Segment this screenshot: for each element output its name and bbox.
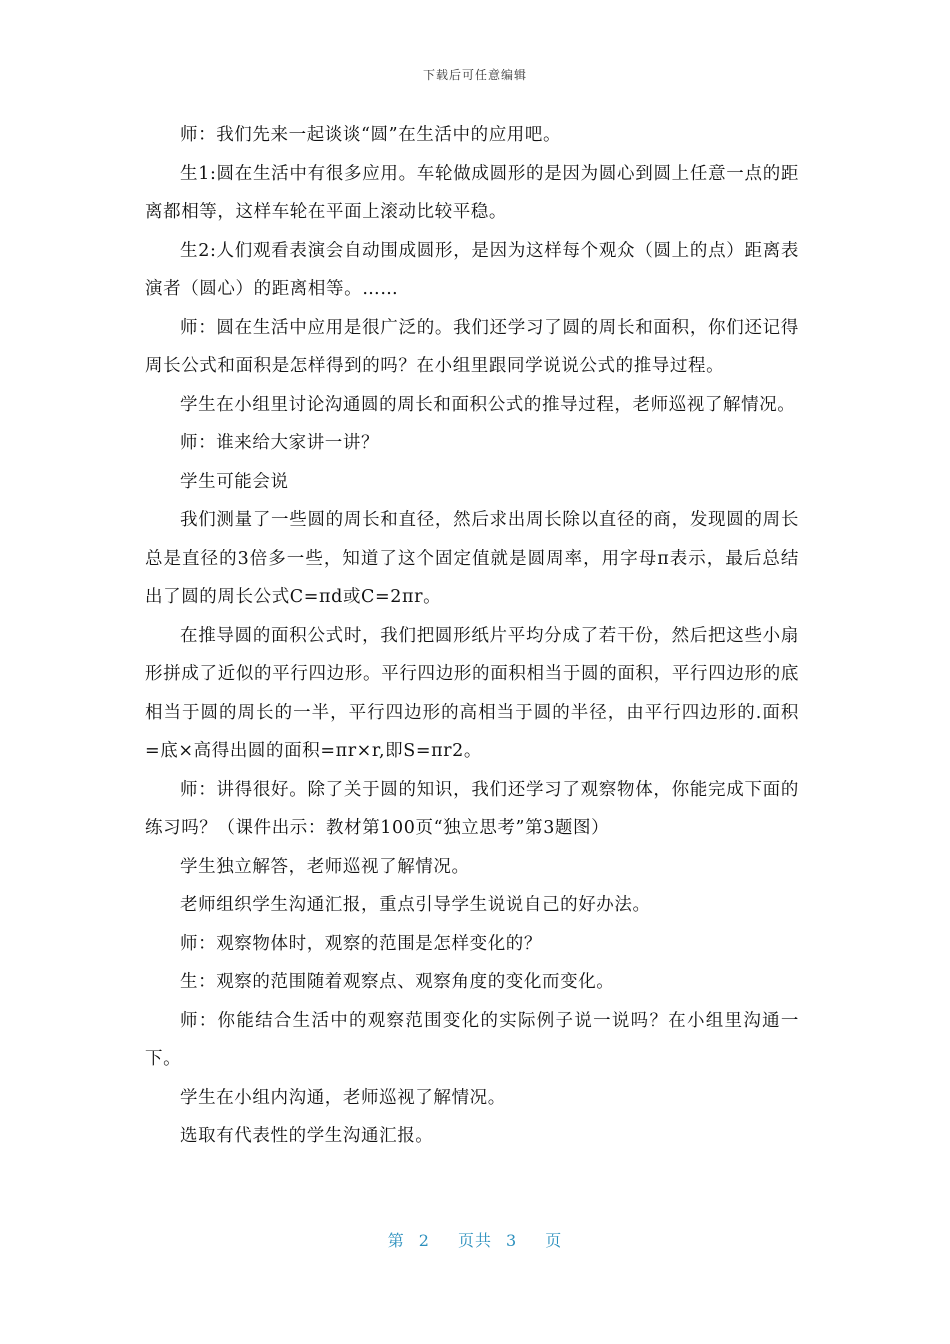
paragraph: 在推导圆的面积公式时，我们把圆形纸片平均分成了若干份，然后把这些小扇形拼成了近似的平行四边形。平行四边形的面积相当于圆的面积，平行四边形的底相当于圆的周长的一半，平行四边形的高相当于圆的半径，由平行四边形的.面积=底×高得出圆的面积=πr×r,即S=πr2。 (145, 625, 799, 761)
paragraph: 生1:圆在生活中有很多应用。车轮做成圆形的是因为圆心到圆上任意一点的距离都相等，这样车轮在平面上滚动比较平稳。 (145, 163, 799, 222)
paragraph: 我们测量了一些圆的周长和直径，然后求出周长除以直径的商，发现圆的周长总是直径的3倍多一些，知道了这个固定值就是圆周率，用字母π表示，最后总结出了圆的周长公式C=πd或C=2πr。 (145, 510, 799, 607)
paragraph: 老师组织学生沟通汇报，重点引导学生说说自己的好办法。 (180, 895, 651, 915)
paragraph: 师：你能结合生活中的观察范围变化的实际例子说一说吗？在小组里沟通一下。 (145, 1010, 799, 1069)
paragraph: 学生可能会说 (180, 471, 289, 492)
document-body (145, 116, 799, 1156)
page-header: 下载后可任意编辑 (422, 68, 527, 82)
paragraph: 师：圆在生活中应用是很广泛的。我们还学习了圆的周长和面积，你们还记得周长公式和面积是怎样得到的吗？在小组里跟同学说说公式的推导过程。 (145, 317, 799, 376)
paragraph: 选取有代表性的学生沟通汇报。 (180, 1126, 434, 1146)
paragraph: 学生在小组内沟通，老师巡视了解情况。 (180, 1087, 506, 1108)
paragraph: 生：观察的范围随着观察点、观察角度的变化而变化。 (180, 972, 615, 992)
paragraph: 学生独立解答，老师巡视了解情况。 (180, 856, 470, 877)
footer-ye: 页 (545, 1231, 563, 1250)
page-footer (0, 1228, 950, 1251)
current-page-number: 2 (418, 1231, 430, 1250)
paragraph: 学生在小组里讨论沟通圆的周长和面积公式的推导过程，老师巡视了解情况。 (180, 394, 796, 415)
paragraph: 生2:人们观看表演会自动围成圆形，是因为这样每个观众（圆上的点）距离表演者（圆心）的距离相等。…… (145, 240, 799, 299)
footer-ye-gong: 页共 (457, 1231, 492, 1250)
paragraph: 师：谁来给大家讲一讲？ (180, 433, 380, 453)
total-pages-number: 3 (506, 1231, 518, 1250)
paragraph: 师：我们先来一起谈谈“圆”在生活中的应用吧。 (180, 125, 562, 145)
footer-di: 第 (387, 1231, 405, 1250)
paragraph: 师：讲得很好。除了关于圆的知识，我们还学习了观察物体，你能完成下面的练习吗？（课件出示：教材第100页“独立思考”第3题图） (145, 779, 799, 838)
paragraph: 师：观察物体时，观察的范围是怎样变化的？ (180, 933, 542, 954)
